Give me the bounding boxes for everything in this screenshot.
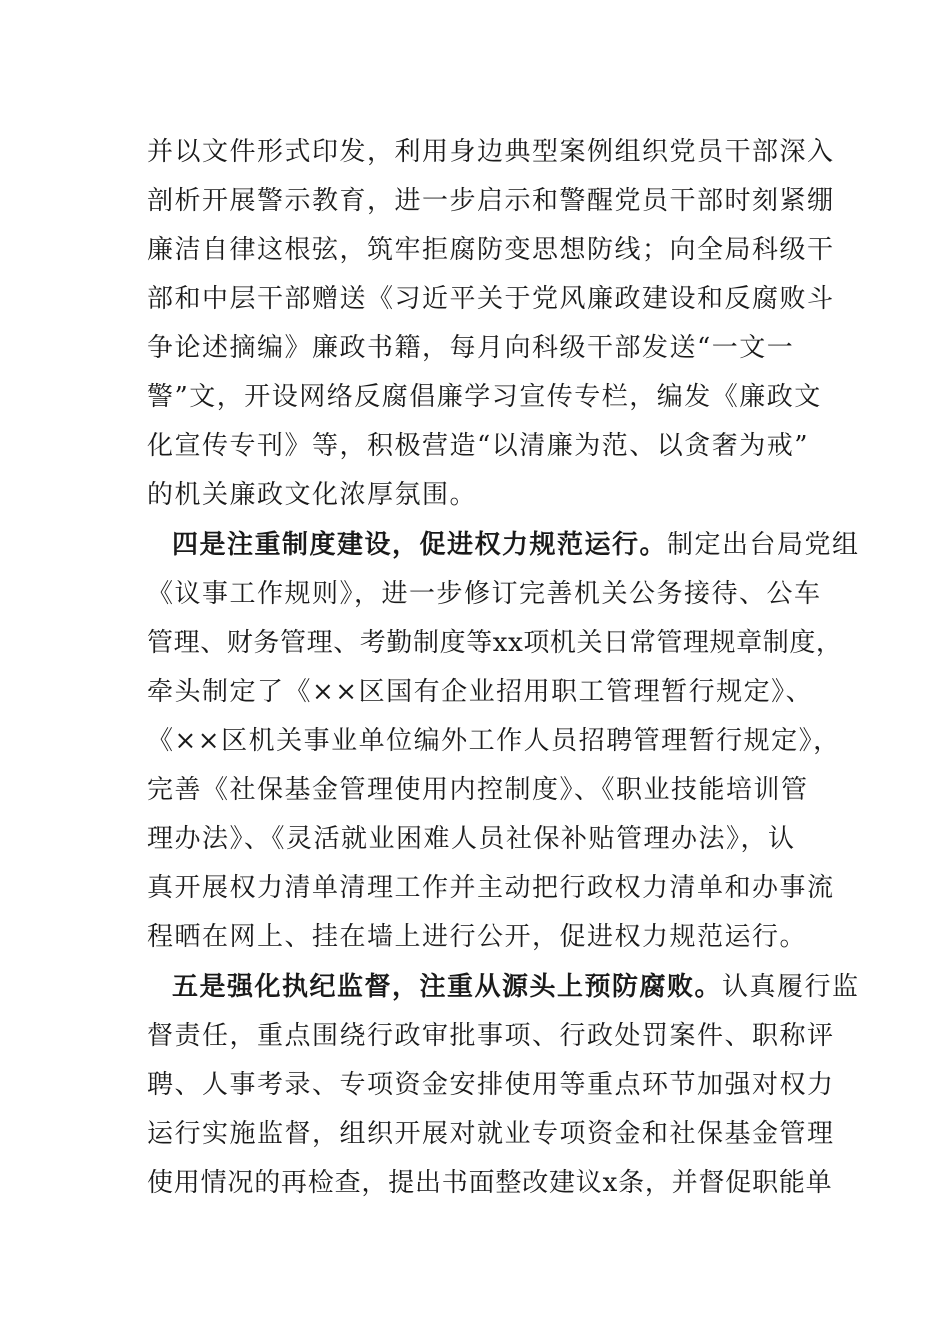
text-line: 完善《社保基金管理使用内控制度》、《职业技能培训管 <box>147 775 809 805</box>
text-line: 《××区机关事业单位编外工作人员招聘管理暂行规定》， <box>147 726 841 756</box>
paragraph-5-heading: 五是强化执纪监督，注重从源头上预防腐败。 <box>172 972 723 1002</box>
text-line: 争论述摘编》廉政书籍，每月向科级干部发送“一文一 <box>147 333 795 363</box>
text-line: 《议事工作规则》，进一步修订完善机关公务接待、公车 <box>147 579 822 609</box>
paragraph-4-text: 制定出台局党组 <box>667 530 860 560</box>
paragraph-4-heading: 四是注重制度建设，促进权力规范运行。 <box>172 530 668 560</box>
text-line: 程晒在网上、挂在墙上进行公开，促进权力规范运行。 <box>147 922 808 952</box>
text-line: 化宣传专刊》等，积极营造“以清廉为范、以贪奢为戒” <box>147 431 810 461</box>
text-line: 运行实施监督，组织开展对就业专项资金和社保基金管理 <box>147 1119 835 1149</box>
text-line: 廉洁自律这根弦，筑牢拒腐防变思想防线；向全局科级干 <box>147 235 835 265</box>
text-line: 管理、财务管理、考勤制度等xx项机关日常管理规章制度， <box>147 628 843 658</box>
text-line: 剖析开展警示教育，进一步启示和警醒党员干部时刻紧绷 <box>147 186 835 216</box>
text-line: 真开展权力清单清理工作并主动把行政权力清单和办事流 <box>147 873 835 903</box>
text-line: 部和中层干部赠送《习近平关于党风廉政建设和反腐败斗 <box>147 284 835 314</box>
text-line: 督责任，重点围绕行政审批事项、行政处罚案件、职称评 <box>147 1021 835 1051</box>
paragraph-4-first-line <box>172 525 860 565</box>
paragraph-5-first-line <box>172 967 860 1007</box>
text-line: 使用情况的再检查，提出书面整改建议x条，并督促职能单 <box>147 1168 833 1198</box>
text-line: 并以文件形式印发，利用身边典型案例组织党员干部深入 <box>147 137 835 167</box>
text-line: 警”文，开设网络反腐倡廉学习宣传专栏，编发《廉政文 <box>147 382 822 412</box>
text-line: 牵头制定了《××区国有企业招用职工管理暂行规定》、 <box>147 677 814 707</box>
paragraph-5-text: 认真履行监 <box>722 972 860 1002</box>
text-line: 理办法》、《灵活就业困难人员社保补贴管理办法》，认 <box>147 824 796 854</box>
text-line: 的机关廉政文化浓厚氛围。 <box>147 480 478 510</box>
text-line: 聘、人事考录、专项资金安排使用等重点环节加强对权力 <box>147 1070 835 1100</box>
